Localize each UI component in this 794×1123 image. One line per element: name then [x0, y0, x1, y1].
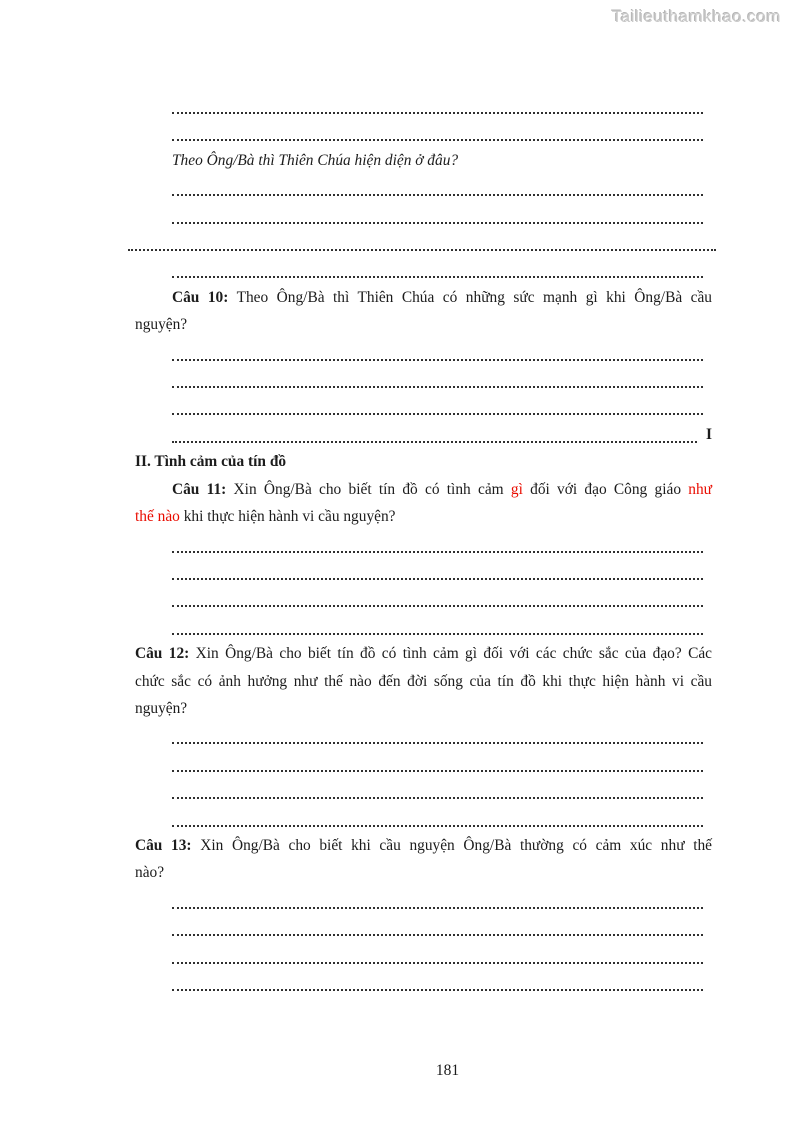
body-text: Xin Ông/Bà cho biết tín đồ có tình cảm gì đối với các chức sắc của đạo? Các	[189, 645, 712, 663]
stray-character: I	[706, 425, 712, 443]
dotted-leader	[172, 531, 703, 553]
dotted-leader	[172, 393, 703, 415]
red-emphasis-text: như	[688, 480, 713, 498]
dotted-leader	[172, 887, 703, 909]
answer-dotted-line	[135, 942, 712, 969]
dotted-leader	[172, 339, 703, 361]
body-text: Xin Ông/Bà cho biết khi cầu nguyện Ông/Bà thường có cảm xúc như thế	[191, 836, 712, 854]
answer-dotted-line	[135, 914, 712, 941]
red-emphasis-text: thế nào	[135, 508, 180, 526]
answer-dotted-line	[135, 805, 712, 832]
answer-dotted-line	[135, 174, 712, 201]
answer-dotted-line	[135, 202, 712, 229]
dotted-leader	[172, 366, 703, 388]
question-10-line-1	[135, 284, 712, 311]
section-heading	[135, 448, 712, 475]
question-12-line-2	[135, 668, 712, 695]
question-13-line-1	[135, 832, 712, 859]
dotted-leader	[172, 750, 703, 772]
question-label: Câu 11:	[172, 480, 227, 498]
answer-dotted-line	[135, 531, 712, 558]
body-text: Theo Ông/Bà thì Thiên Chúa có những sức mạnh gì khi Ông/Bà cầu	[228, 288, 713, 306]
answer-dotted-line	[135, 613, 712, 640]
question-11-line-2	[135, 503, 712, 530]
dotted-leader	[172, 421, 697, 443]
answer-dotted-line	[135, 339, 712, 366]
answer-dotted-line	[135, 256, 712, 283]
answer-dotted-line	[135, 421, 712, 448]
answer-dotted-line	[135, 119, 712, 146]
answer-dotted-line	[135, 887, 712, 914]
body-text: Xin Ông/Bà cho biết tín đồ có tình cảm	[226, 480, 511, 498]
dotted-leader	[172, 722, 703, 744]
answer-dotted-line	[135, 969, 712, 996]
red-emphasis-text: gì	[510, 480, 523, 498]
question-11-line-1	[135, 476, 712, 503]
watermark: Tailieuthamkhao.com	[611, 7, 781, 26]
answer-dotted-line	[135, 229, 712, 256]
question-10-line-2	[135, 311, 712, 338]
body-text: đối với đạo Công giáo	[522, 480, 689, 498]
dotted-leader	[172, 202, 703, 224]
dotted-leader	[172, 942, 703, 964]
body-text: nào?	[135, 864, 165, 882]
answer-dotted-line	[135, 777, 712, 804]
sub-question-italic	[135, 147, 712, 174]
answer-dotted-line	[135, 366, 712, 393]
question-12-line-3	[135, 695, 712, 722]
answer-dotted-line	[135, 750, 712, 777]
dotted-leader	[172, 969, 703, 991]
answer-dotted-line	[135, 585, 712, 612]
dotted-leader	[172, 558, 703, 580]
question-label: Câu 13:	[135, 836, 192, 854]
body-text: nguyện?	[135, 699, 188, 717]
dotted-leader	[172, 585, 703, 607]
question-12-line-1	[135, 640, 712, 667]
dotted-leader	[172, 256, 703, 278]
dotted-leader	[172, 914, 703, 936]
dotted-leader	[172, 92, 703, 114]
answer-dotted-line	[135, 92, 712, 119]
answer-dotted-line	[135, 722, 712, 749]
page-number: 181	[435, 1062, 460, 1079]
dotted-leader	[172, 777, 703, 799]
body-text: nguyện?	[135, 316, 188, 334]
question-label: Câu 10:	[172, 288, 229, 306]
answer-dotted-line	[135, 393, 712, 420]
body-text: Theo Ông/Bà thì Thiên Chúa hiện diện ở đâu?	[172, 151, 459, 169]
dotted-leader	[128, 229, 716, 251]
question-label: Câu 12:	[135, 645, 190, 663]
question-13-line-2	[135, 859, 712, 886]
dotted-leader	[172, 805, 703, 827]
dotted-leader	[172, 119, 703, 141]
body-text: chức sắc có ảnh hưởng như thế nào đến đời sống của tín đồ khi thực hiện hành vi cầu	[135, 672, 712, 690]
document-content	[135, 92, 712, 996]
body-text: khi thực hiện hành vi cầu nguyện?	[179, 508, 396, 526]
dotted-leader	[172, 174, 703, 196]
answer-dotted-line	[135, 558, 712, 585]
question-label: II. Tình cảm của tín đồ	[135, 453, 287, 471]
dotted-leader	[172, 613, 703, 635]
